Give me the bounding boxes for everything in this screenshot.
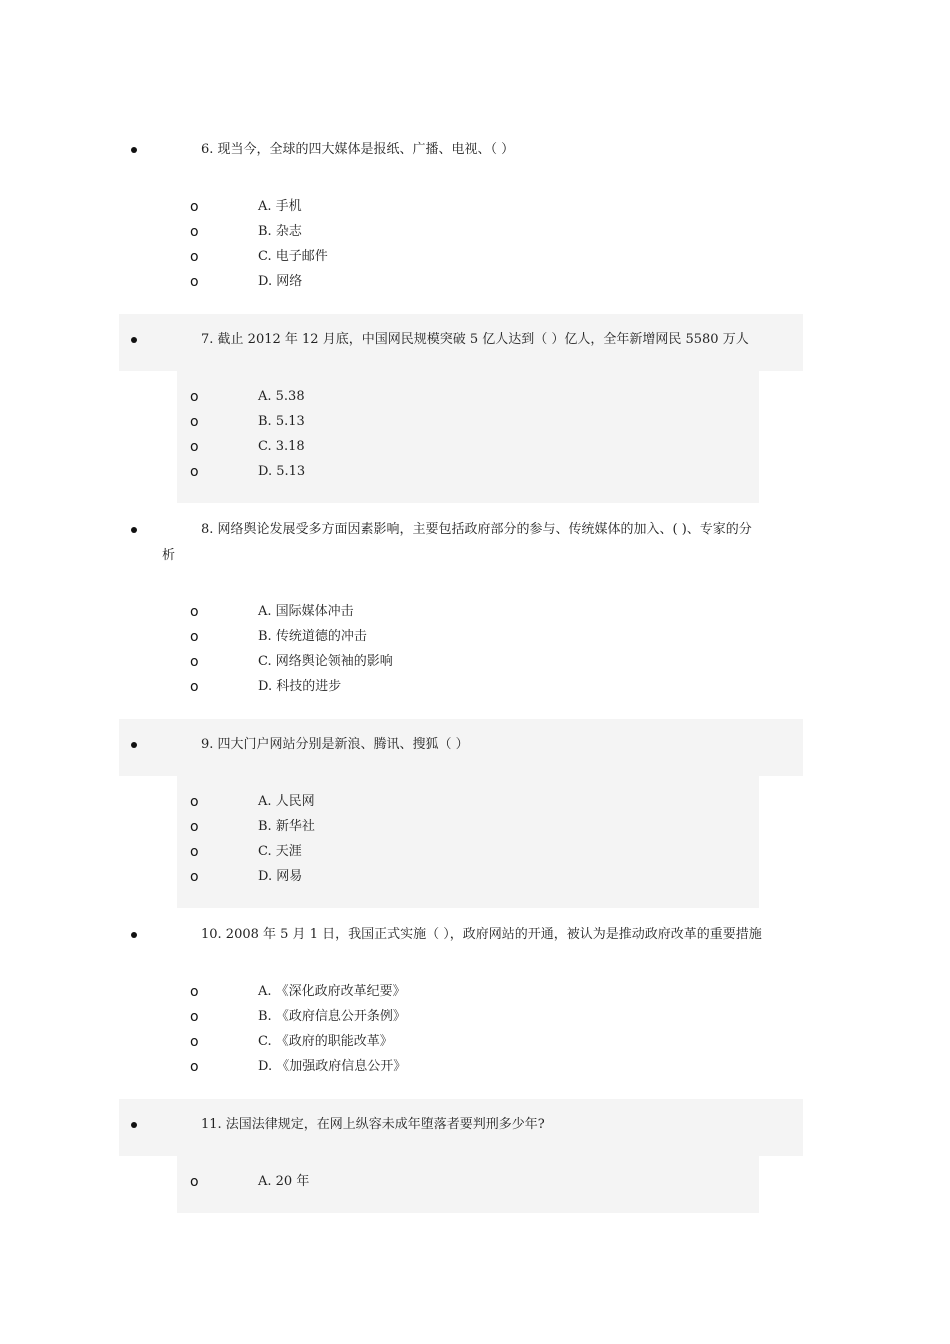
- question-text: 9. 四大门户网站分别是新浪、腾讯、搜狐（ ）: [201, 737, 469, 752]
- option-circle-icon: o: [190, 249, 199, 265]
- option-text: D. 科技的进步: [258, 679, 342, 694]
- option-text: A. 手机: [258, 199, 302, 214]
- bullet-icon: [131, 147, 137, 153]
- option-text: C. 电子邮件: [258, 249, 328, 264]
- option-circle-icon: o: [190, 844, 199, 860]
- option-circle-icon: o: [190, 389, 199, 405]
- option-circle-icon: o: [190, 1174, 199, 1190]
- option-circle-icon: o: [190, 1059, 199, 1075]
- option-circle-icon: o: [190, 1034, 199, 1050]
- option-circle-icon: o: [190, 629, 199, 645]
- option-circle-icon: o: [190, 819, 199, 835]
- option-circle-icon: o: [190, 274, 199, 290]
- option-text: B. 传统道德的冲击: [258, 629, 367, 644]
- option-text: B. 5.13: [258, 414, 305, 429]
- option-circle-icon: o: [190, 464, 199, 480]
- option-circle-icon: o: [190, 439, 199, 455]
- question-text: 7. 截止 2012 年 12 月底，中国网民规模突破 5 亿人达到（ ）亿人，全年新增网民 5580 万人: [201, 332, 749, 347]
- option-text: A. 20 年: [258, 1174, 310, 1189]
- option-text: C. 3.18: [258, 439, 305, 454]
- option-text: B. 杂志: [258, 224, 302, 239]
- option-circle-icon: o: [190, 984, 199, 1000]
- option-text: C. 天涯: [258, 844, 302, 859]
- option-circle-icon: o: [190, 679, 199, 695]
- option-circle-icon: o: [190, 654, 199, 670]
- option-text: D. 网络: [258, 274, 303, 289]
- option-text: C. 网络舆论领袖的影响: [258, 654, 393, 669]
- option-text: C. 《政府的职能改革》: [258, 1034, 393, 1049]
- option-circle-icon: o: [190, 604, 199, 620]
- option-circle-icon: o: [190, 869, 199, 885]
- bullet-icon: [131, 337, 137, 343]
- question-text: 6. 现当今，全球的四大媒体是报纸、广播、电视、（ ）: [201, 142, 515, 157]
- bullet-icon: [131, 742, 137, 748]
- option-circle-icon: o: [190, 199, 199, 215]
- question-text: 10. 2008 年 5 月 1 日，我国正式实施（ ），政府网站的开通，被认为是推动政府改革的重要措施: [201, 927, 762, 942]
- option-text: B. 《政府信息公开条例》: [258, 1009, 406, 1024]
- question-text: 8. 网络舆论发展受多方面因素影响，主要包括政府部分的参与、传统媒体的加入、( )、专家的分析: [162, 522, 752, 563]
- question-text: 11. 法国法律规定，在网上纵容未成年堕落者要判刑多少年?: [201, 1117, 545, 1132]
- option-text: D. 5.13: [258, 464, 306, 479]
- option-text: D. 《加强政府信息公开》: [258, 1059, 407, 1074]
- option-circle-icon: o: [190, 1009, 199, 1025]
- bullet-icon: [131, 932, 137, 938]
- option-text: B. 新华社: [258, 819, 315, 834]
- bullet-icon: [131, 1122, 137, 1128]
- option-circle-icon: o: [190, 794, 199, 810]
- option-circle-icon: o: [190, 414, 199, 430]
- option-text: A. 国际媒体冲击: [258, 604, 354, 619]
- bullet-icon: [131, 527, 137, 533]
- option-text: D. 网易: [258, 869, 303, 884]
- option-text: A. 人民网: [258, 794, 315, 809]
- option-text: A. 5.38: [258, 389, 305, 404]
- option-circle-icon: o: [190, 224, 199, 240]
- option-text: A. 《深化政府改革纪要》: [258, 984, 406, 999]
